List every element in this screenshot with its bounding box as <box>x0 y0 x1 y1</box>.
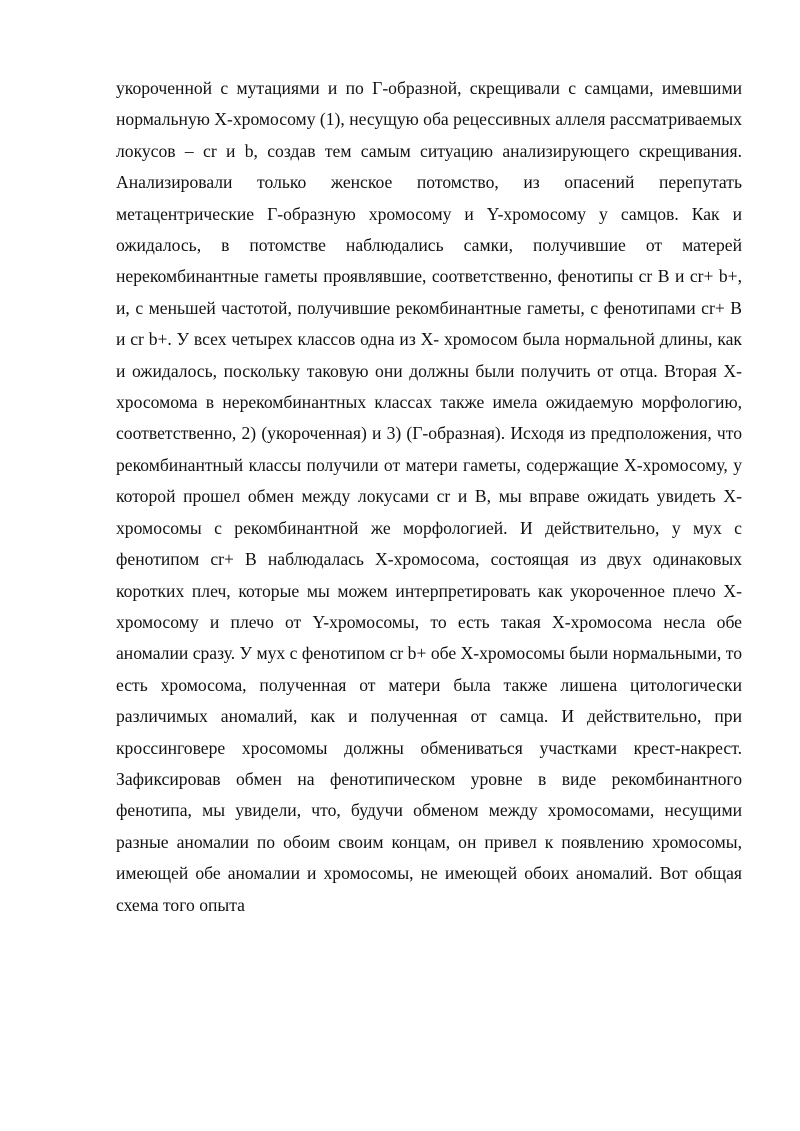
body-paragraph: укороченной с мутациями и по Г-образной, скрещивали с самцами, имевшими нормальную Х-хромосому (1), несущую оба рецессивных аллеля рассматриваемых локусов – cr и b, создав тем самым ситуацию анализирующего скрещивания. Анализировали только женское потомство, из опасений перепутать метацентрические Г-образную хромосому и Y-хромосому у самцов. Как и ожидалось, в потомстве наблюдались самки, получившие от матерей нерекомбинантные гаметы проявлявшие, соответственно, фенотипы cr B и cr+ b+, и, с меньшей частотой, получившие рекомбинантные гаметы, с фенотипами cr+ B и cr b+. У всех четырех классов одна из Х- хромосом была нормальной длины, как и ожидалось, поскольку таковую они должны были получить от отца. Вторая Х-хросомома в нерекомбинантных классах также имела ожидаемую морфологию, соответственно, 2) (укороченная) и 3) (Г-образная). Исходя из предположения, что рекомбинантный классы получили от матери гаметы, содержащие Х-хромосому, у которой прошел обмен между локусами cr и B, мы вправе ожидать увидеть Х-хромосомы с рекомбинантной же морфологией. И действительно, у мух с фенотипом cr+ B наблюдалась Х-хромосома, состоящая из двух одинаковых коротких плеч, которые мы можем интерпретировать как укороченное плечо Х-хромосому и плечо от Y-хромосомы, то есть такая Х-хромосома несла обе аномалии сразу. У мух с фенотипом cr b+ обе Х-хромосомы были нормальными, то есть хромосома, полученная от матери была также лишена цитологически различимых аномалий, как и полученная от самца. И действительно, при кроссинговере хросомомы должны обмениваться участками крест-накрест. Зафиксировав обмен на фенотипическом уровне в виде рекомбинантного фенотипа, мы увидели, что, будучи обменом между хромосомами, несущими разные аномалии по обоим своим концам, он привел к появлению хромосомы, имеющей обе аномалии и хромосомы, не имеющей обоих аномалий. Вот общая схема того опыта <box>116 78 742 915</box>
